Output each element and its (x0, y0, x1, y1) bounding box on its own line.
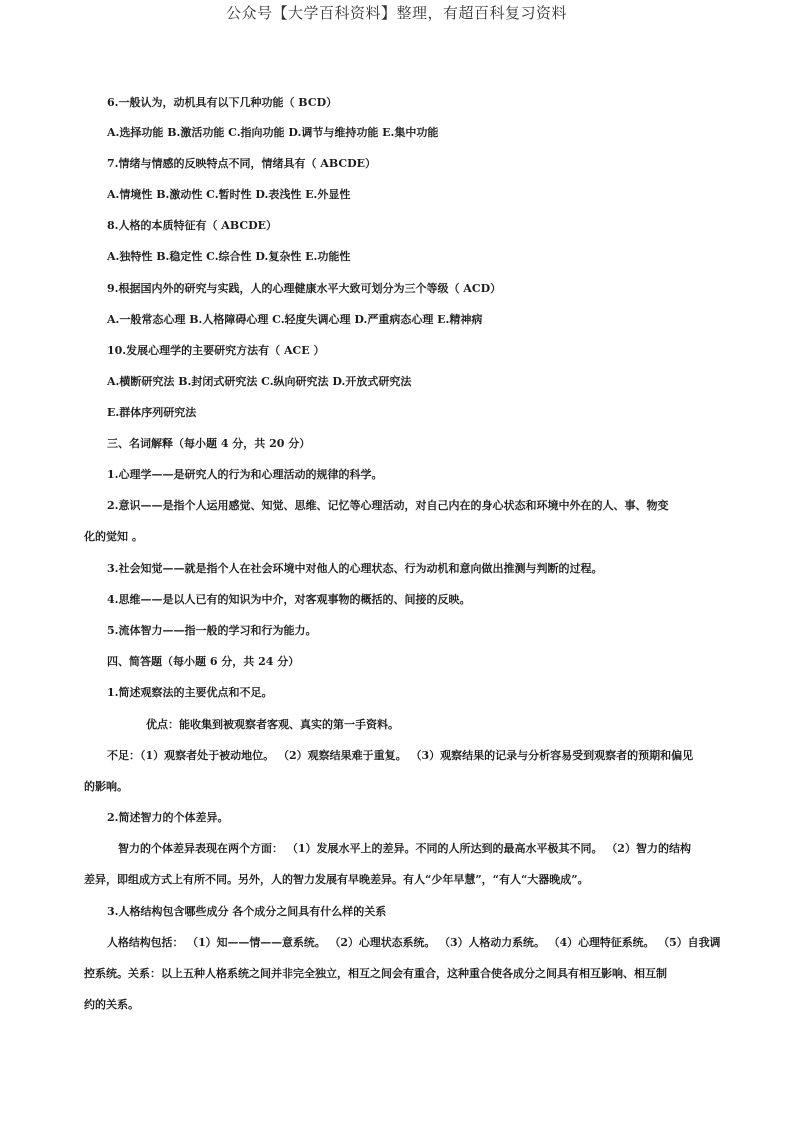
term-3: 3.社会知觉——就是指个人在社会环境中对他人的心理状态、行为动机和意向做出推测与判断的过程。 (107, 562, 603, 575)
q10-options-cont: E.群体序列研究法 (107, 406, 197, 419)
short-q1-shortcoming: 不足：（1）观察者处于被动地位。 （2）观察结果难于重复。 （3）观察结果的记录与分析容易受到观察者的预期和偏见 (107, 749, 694, 762)
section-3-heading: 三、名词解释（每小题 4 分，共 20 分） (107, 437, 311, 450)
q6-options: A.选择功能 B.激活功能 C.指向功能 D.调节与维持功能 E.集中功能 (107, 126, 439, 139)
q8-options: A.独特性 B.稳定性 C.综合性 D.复杂性 E.功能性 (107, 250, 351, 263)
short-q3-answer: 人格结构包括： （1）知——情——意系统。 （2）心理状态系统。 （3）人格动力系统。 （4）心理特征系统。 （5）自我调 (107, 936, 721, 949)
short-q2: 2.简述智力的个体差异。 (107, 811, 229, 824)
term-5: 5.流体智力——指一般的学习和行为能力。 (107, 624, 317, 637)
q7-options: A.情境性 B.激动性 C.暂时性 D.表浅性 E.外显性 (107, 188, 351, 201)
short-q1-advantage: 优点：能收集到被观察者客观、真实的第一手资料。 (146, 718, 399, 731)
short-q1: 1.简述观察法的主要优点和不足。 (107, 686, 273, 699)
short-q3-answer-cont: 控系统。关系：以上五种人格系统之间并非完全独立，相互之间会有重合，这种重合使各成分之间具有相互影响、相互制 (84, 967, 667, 980)
q10-question: 10.发展心理学的主要研究方法有（ ACE ） (107, 344, 325, 357)
short-q2-answer-cont: 差异，即组成方式上有所不同。另外，人的智力发展有早晚差异。有人“少年早慧”，“有人“大器晚成”。 (84, 873, 589, 886)
term-2: 2.意识——是指个人运用感觉、知觉、思维、记忆等心理活动，对自己内在的身心状态和环境中外在的人、事、物变 (107, 499, 669, 512)
q9-question: 9.根据国内外的研究与实践，人的心理健康水平大致可划分为三个等级（ ACD） (107, 282, 502, 295)
q10-options: A.横断研究法 B.封闭式研究法 C.纵向研究法 D.开放式研究法 (107, 375, 412, 388)
term-4: 4.思维——是以人已有的知识为中介，对客观事物的概括的、间接的反映。 (107, 593, 471, 606)
short-q1-shortcoming-cont: 的影响。 (84, 780, 128, 793)
q9-options: A.一般常态心理 B.人格障碍心理 C.轻度失调心理 D.严重病态心理 E.精神病 (107, 313, 483, 326)
short-q3: 3.人格结构包含哪些成分 各个成分之间具有什么样的关系 (107, 905, 387, 918)
page-header: 公众号【大学百科资料】整理，有超百科复习资料 (225, 4, 567, 22)
short-q2-answer: 智力的个体差异表现在两个方面： （1）发展水平上的差异。不同的人所达到的最高水平极其不同。 （2）智力的结构 (118, 842, 691, 855)
q8-question: 8.人格的本质特征有（ ABCDE） (107, 219, 278, 232)
term-1: 1.心理学——是研究人的行为和心理活动的规律的科学。 (107, 468, 383, 481)
short-q3-answer-cont2: 约的关系。 (84, 998, 139, 1011)
section-4-heading: 四、简答题（每小题 6 分，共 24 分） (107, 655, 300, 668)
q6-question: 6.一般认为，动机具有以下几种功能（ BCD） (107, 96, 338, 109)
q7-question: 7.情绪与情感的反映特点不同，情绪具有（ ABCDE） (107, 157, 377, 170)
term-2-cont: 化的觉知 。 (84, 530, 143, 543)
